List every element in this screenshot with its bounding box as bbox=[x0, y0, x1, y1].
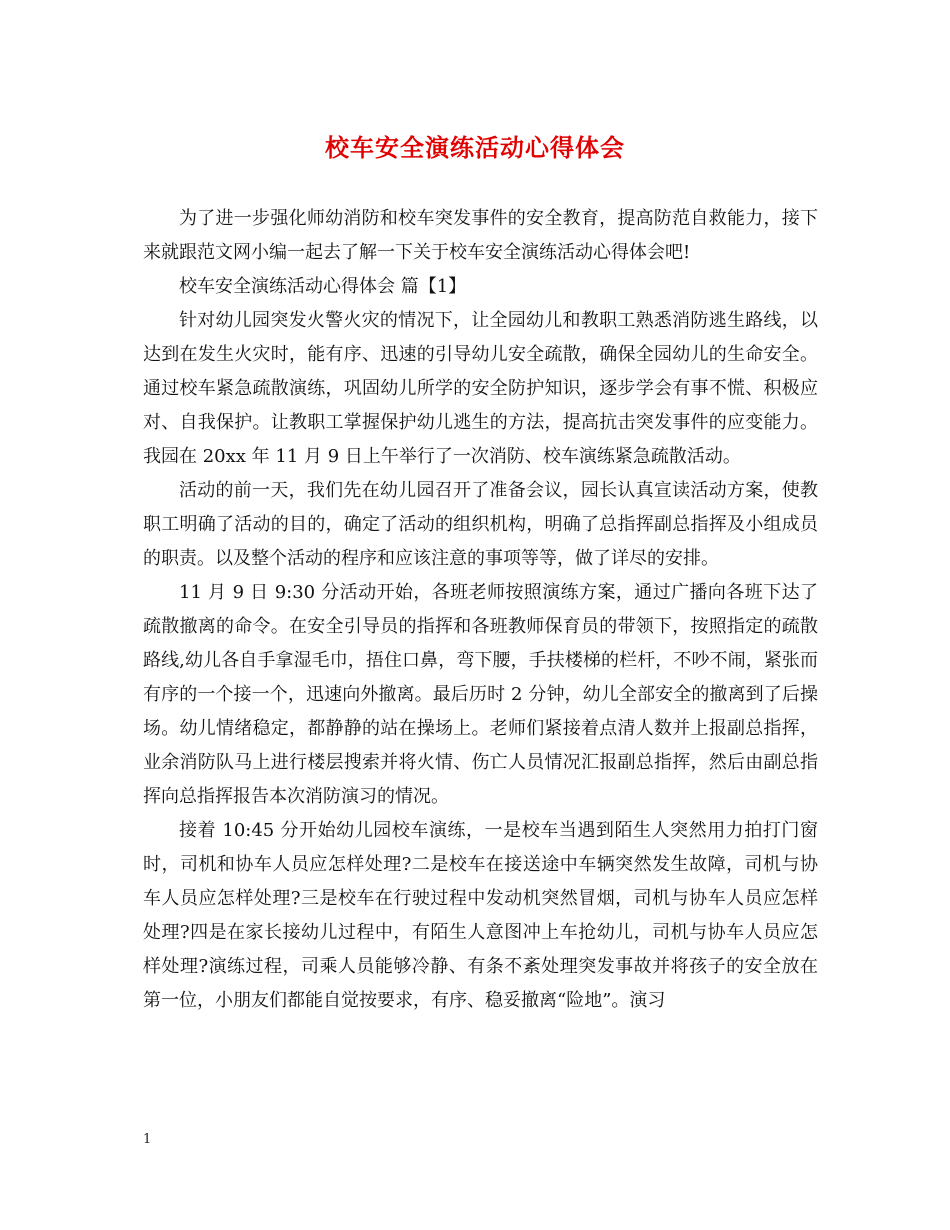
body-paragraph: 接着 10:45 分开始幼儿园校车演练，一是校车当遇到陌生人突然用力拍打门窗时，司机和协车人员应怎样处理?二是校车在接送途中车辆突然发生故障，司机与协车人员应怎样处理?三是校车在行驶过程中发动机突然冒烟，司机与协车人员应怎样处理?四是在家长接幼儿过程中，有陌生人意图冲上车抢幼儿，司机与协车人员应怎样处理?演练过程，司乘人员能够冷静、有条不紊处理突发事故并将孩子的安全放在第一位，小朋友们都能自觉按要求，有序、稳妥撤离“险地”。演习 bbox=[143, 820, 818, 1011]
section-heading: 校车安全演练活动心得体会 篇【1】 bbox=[179, 276, 467, 297]
body-paragraph: 活动的前一天，我们先在幼儿园召开了准备会议，园长认真宣读活动方案，使教职工明确了活动的目的，确定了活动的组织机构，明确了总指挥副总指挥及小组成员的职责。以及整个活动的程序和应该注意的事项等等，做了详尽的安排。 bbox=[143, 480, 818, 569]
document-body bbox=[143, 202, 818, 1018]
intro-paragraph: 为了进一步强化师幼消防和校车突发事件的安全教育，提高防范自救能力，接下来就跟范文网小编一起去了解一下关于校车安全演练活动心得体会吧! bbox=[143, 208, 818, 263]
body-paragraph: 11 月 9 日 9:30 分活动开始，各班老师按照演练方案，通过广播向各班下达了疏散撤离的命令。在安全引导员的指挥和各班教师保育员的带领下，按照指定的疏散路线,幼儿各自手拿湿毛巾，捂住口鼻，弯下腰，手扶楼梯的栏杆，不吵不闹，紧张而有序的一个接一个，迅速向外撤离。最后历时 2 分钟，幼儿全部安全的撤离到了后操场。幼儿情绪稳定，都静静的站在操场上。老师们紧接着点清人数并上报副总指挥，业余消防队马上进行楼层搜索并将火情、伤亡人员情况汇报副总指挥，然后由副总指挥向总指挥报告本次消防演习的情况。 bbox=[143, 582, 818, 807]
body-paragraph: 针对幼儿园突发火警火灾的情况下，让全园幼儿和教职工熟悉消防逃生路线，以达到在发生火灾时，能有序、迅速的引导幼儿安全疏散，确保全园幼儿的生命安全。通过校车紧急疏散演练，巩固幼儿所学的安全防护知识，逐步学会有事不慌、积极应对、自我保护。让教职工掌握保护幼儿逃生的方法，提高抗击突发事件的应变能力。我园在 20xx 年 11 月 9 日上午举行了一次消防、校车演练紧急疏散活动。 bbox=[143, 310, 818, 467]
page-number: 1 bbox=[143, 1132, 152, 1147]
document-title: 校车安全演练活动心得体会 bbox=[325, 133, 625, 162]
